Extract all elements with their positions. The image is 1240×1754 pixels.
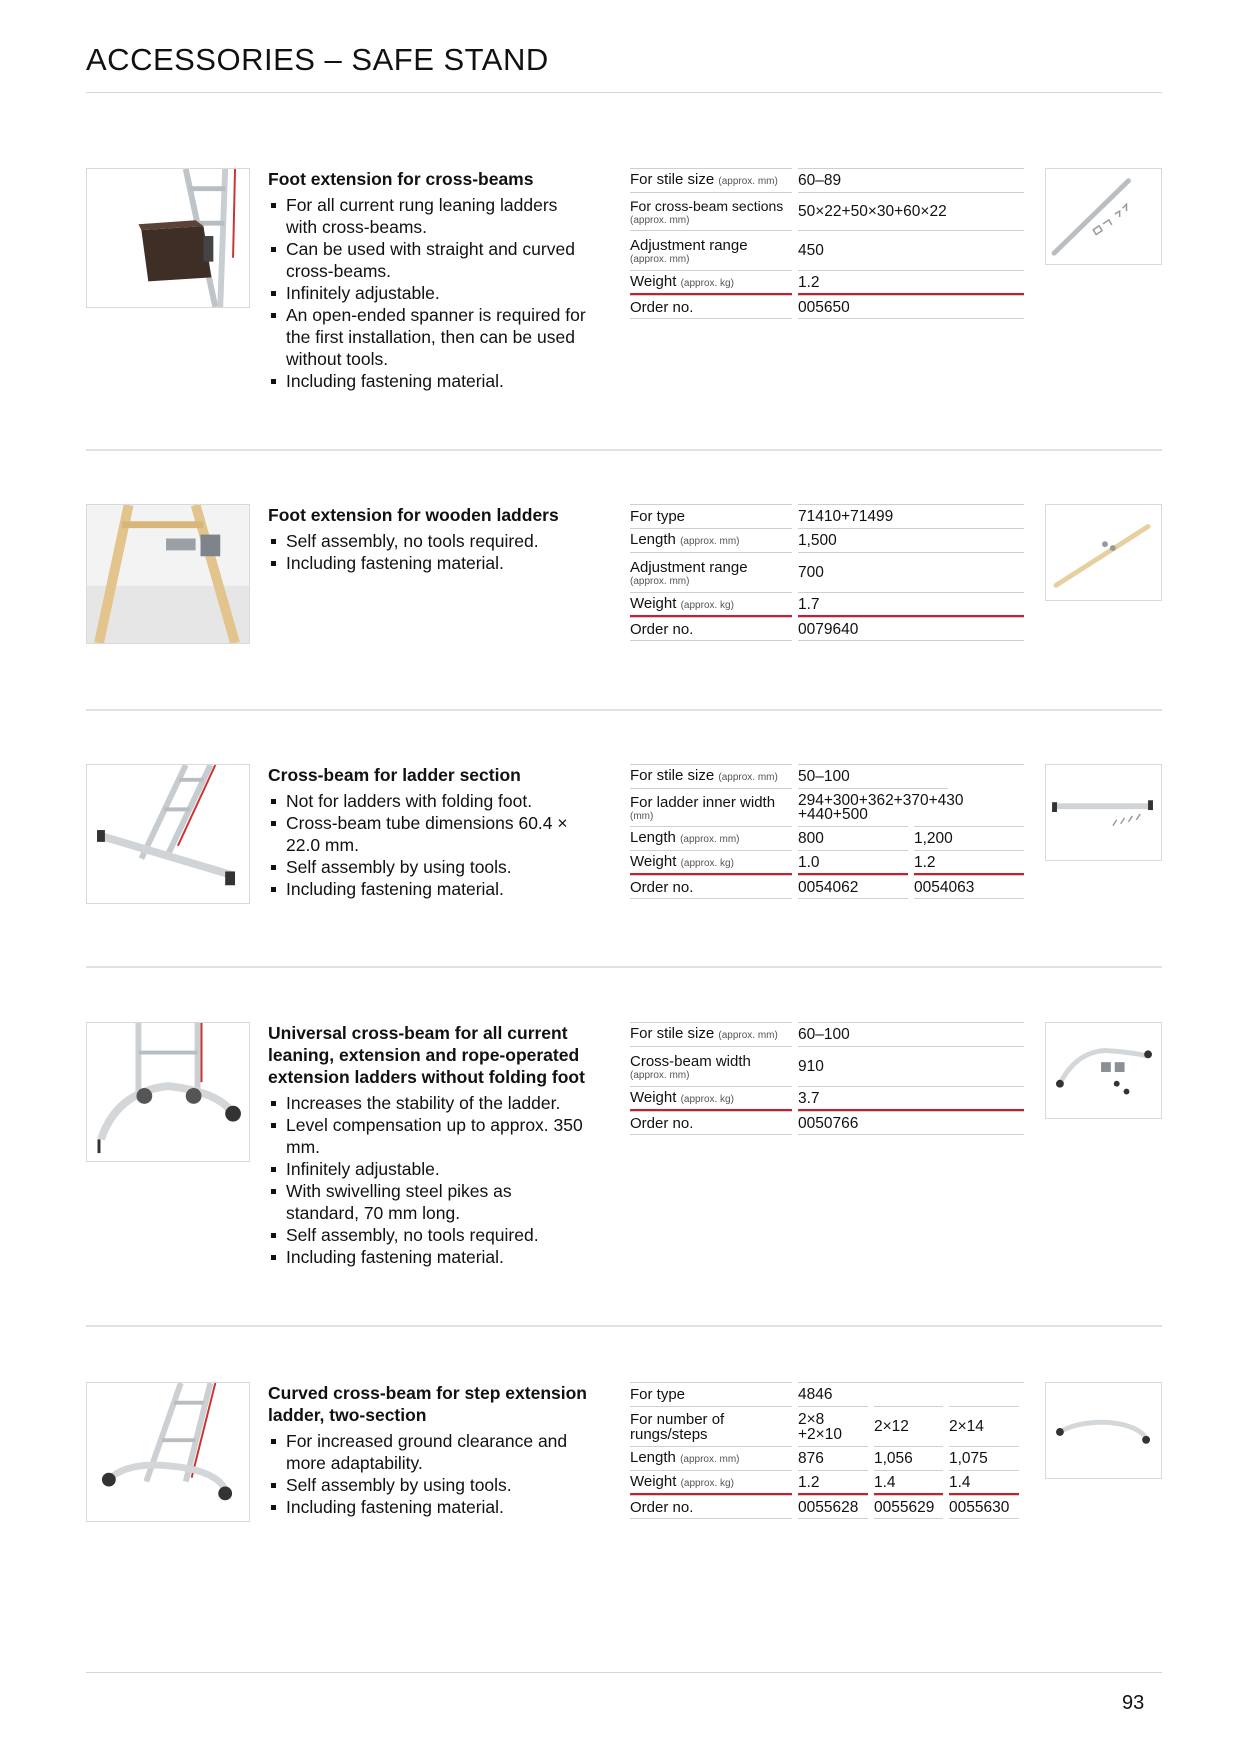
feature-list [268, 194, 588, 392]
product-title: Universal cross-beam for all current leaning, extension and rope-operated extension ladders without folding foot [268, 1023, 585, 1087]
spec-unit: (approx. kg) [680, 857, 734, 869]
list-item: Including fastening material. [268, 878, 588, 900]
order-number: 0054062 [798, 875, 908, 899]
list-item: Including fastening material. [268, 552, 588, 574]
order-number: 0050766 [798, 1111, 1024, 1135]
spec-unit: (approx. mm) [630, 253, 690, 265]
spec-value: 450 [798, 230, 1024, 270]
spec-row-cross-beam-width [630, 1046, 1030, 1086]
spec-table [630, 168, 1030, 319]
list-item: For increased ground clearance and more adaptability. [268, 1430, 588, 1474]
spec-table [630, 1022, 1030, 1135]
product-thumbnail [1045, 504, 1162, 601]
product-thumbnail [1045, 764, 1162, 861]
spec-value: 3.7 [798, 1086, 1024, 1111]
spec-value: 910 [798, 1046, 1024, 1086]
spec-unit: (approx. mm) [680, 1454, 740, 1465]
spec-label: Weight [630, 1472, 677, 1490]
spec-row-stile [630, 168, 1030, 192]
product-thumbnail [1045, 168, 1162, 265]
spec-label: Length [630, 531, 676, 548]
spec-row-weight [630, 592, 1030, 617]
spec-label: Length [630, 1449, 676, 1466]
spec-label: Order no. [630, 1498, 694, 1516]
section-divider [86, 1325, 1162, 1327]
list-item: Increases the stability of the ladder. [268, 1092, 588, 1114]
product-photo-universal-cross-beam [86, 1022, 250, 1162]
spec-value: 1,200 [914, 826, 1024, 850]
title-divider [86, 92, 1162, 93]
product-title: Foot extension for wooden ladders [268, 505, 559, 525]
spec-value: 60–100 [798, 1022, 1024, 1046]
spec-unit: (approx. kg) [680, 1093, 734, 1105]
spec-value: 2×12 [874, 1406, 943, 1446]
list-item: Infinitely adjustable. [268, 282, 588, 304]
feature-list [268, 530, 588, 574]
section-divider [86, 966, 1162, 968]
spec-row-type [630, 504, 1030, 528]
list-item: Self assembly, no tools required. [268, 530, 588, 552]
spec-unit: (approx. kg) [680, 1477, 734, 1489]
page-number: 93 [1122, 1692, 1145, 1714]
spec-row-order [630, 1111, 1030, 1135]
spec-row-weight [630, 1470, 1030, 1495]
product-thumbnail [1045, 1382, 1162, 1479]
product-photo-wooden-ladder [86, 504, 250, 644]
order-number: 0055628 [798, 1495, 868, 1519]
product-photo-ladder-foot-extension [86, 168, 250, 308]
spec-row-weight [630, 850, 1030, 875]
spec-row-order [630, 617, 1030, 641]
list-item: Including fastening material. [268, 1496, 588, 1518]
spec-value: 1.0 [798, 850, 908, 875]
spec-label: Adjustment range [630, 558, 748, 576]
feature-list [268, 790, 588, 900]
spec-label: Order no. [630, 1114, 694, 1132]
spec-row-weight [630, 270, 1030, 295]
spec-value: 1.4 [949, 1470, 1019, 1495]
product-description [268, 168, 588, 392]
feature-list [268, 1430, 588, 1518]
list-item: Self assembly, no tools required. [268, 1224, 588, 1246]
spec-value: 876 [798, 1446, 868, 1470]
spec-table [630, 1382, 1030, 1519]
spec-value: 60–89 [798, 168, 1024, 192]
spec-value: 4846 [798, 1382, 1024, 1406]
spec-value: 800 [798, 826, 908, 850]
list-item: Level compensation up to approx. 350 mm. [268, 1114, 588, 1158]
product-photo-cross-beam [86, 764, 250, 904]
spec-label: For cross-beam sections [630, 197, 784, 214]
list-item: Can be used with straight and curved cross-beams. [268, 238, 588, 282]
spec-row-inner-width [630, 788, 1030, 826]
feature-list [268, 1092, 588, 1268]
spec-label: Cross-beam width [630, 1052, 751, 1070]
spec-row-adjustment [630, 230, 1030, 270]
product-description [268, 1382, 588, 1518]
spec-value: 1,056 [874, 1446, 943, 1470]
spec-label: Weight [630, 594, 677, 612]
spec-unit: (approx. mm) [718, 772, 778, 783]
spec-unit: (approx. mm) [718, 1030, 778, 1041]
product-title: Foot extension for cross-beams [268, 169, 534, 189]
list-item: Not for ladders with folding foot. [268, 790, 588, 812]
list-item: Self assembly by using tools. [268, 1474, 588, 1496]
spec-row-order [630, 875, 1030, 899]
list-item: With swivelling steel pikes as standard, 70 mm long. [268, 1180, 588, 1224]
list-item: Self assembly by using tools. [268, 856, 588, 878]
footer-divider [86, 1672, 1162, 1673]
spec-value: 700 [798, 552, 1024, 592]
product-description [268, 1022, 588, 1268]
product-title: Curved cross-beam for step extension ladder, two-section [268, 1383, 587, 1425]
page-title: ACCESSORIES – SAFE STAND [86, 42, 549, 77]
spec-label: For stile size [630, 767, 715, 784]
spec-table [630, 504, 1030, 641]
spec-label: Order no. [630, 878, 694, 896]
spec-row-order [630, 1495, 1030, 1519]
spec-label: Weight [630, 852, 677, 870]
list-item: Infinitely adjustable. [268, 1158, 588, 1180]
spec-label: Weight [630, 1088, 677, 1106]
order-number: 0055630 [949, 1495, 1019, 1519]
spec-label: For stile size [630, 1025, 715, 1042]
spec-value: 1.7 [798, 592, 1024, 617]
section-divider [86, 449, 1162, 451]
spec-value: 1.2 [798, 270, 1024, 295]
spec-value: 2×8 +2×10 [798, 1406, 868, 1446]
spec-unit: (approx. mm) [630, 1069, 690, 1081]
list-item: Cross-beam tube dimensions 60.4 × 22.0 mm. [268, 812, 588, 856]
list-item: Including fastening material. [268, 1246, 588, 1268]
spec-value: 71410+71499 [798, 504, 1024, 528]
spec-label: Order no. [630, 298, 694, 316]
spec-row-weight [630, 1086, 1030, 1111]
spec-row-length [630, 826, 1030, 850]
spec-unit: (approx. kg) [680, 277, 734, 289]
spec-label: For stile size [630, 171, 715, 188]
spec-row-length [630, 1446, 1030, 1470]
order-number: 0054063 [914, 875, 1024, 899]
spec-value: 294+300+362+370+430 +440+500 [798, 788, 948, 826]
spec-unit: (mm) [630, 810, 654, 822]
spec-label: Adjustment range [630, 236, 748, 254]
section-divider [86, 709, 1162, 711]
spec-value: 50×22+50×30+60×22 [798, 192, 1024, 230]
list-item: For all current rung leaning ladders with cross-beams. [268, 194, 588, 238]
spec-row-sections [630, 192, 1030, 230]
spec-row-order [630, 295, 1030, 319]
product-thumbnail [1045, 1022, 1162, 1119]
spec-row-stile [630, 1022, 1030, 1046]
order-number: 005650 [798, 295, 1024, 319]
spec-value: 50–100 [798, 764, 1024, 788]
spec-row-adjustment [630, 552, 1030, 592]
spec-unit: (approx. kg) [680, 599, 734, 611]
spec-label: For type [630, 508, 686, 525]
list-item: Including fastening material. [268, 370, 588, 392]
spec-label: Order no. [630, 620, 694, 638]
spec-row-type [630, 1382, 1030, 1406]
product-title: Cross-beam for ladder section [268, 765, 521, 785]
spec-unit: (approx. mm) [680, 536, 740, 547]
spec-label: For type [630, 1386, 686, 1403]
spec-value: 1,075 [949, 1446, 1019, 1470]
product-photo-curved-cross-beam [86, 1382, 250, 1522]
spec-label: For ladder inner width [630, 793, 776, 811]
spec-value: 1.2 [914, 850, 1024, 875]
spec-value: 1.2 [798, 1470, 868, 1495]
spec-value: 2×14 [949, 1406, 1019, 1446]
spec-value: 1,500 [798, 528, 1024, 552]
spec-row-length [630, 528, 1030, 552]
spec-row-stile [630, 764, 1030, 788]
spec-label: Length [630, 829, 676, 846]
order-number: 0055629 [874, 1495, 943, 1519]
spec-table [630, 764, 1030, 899]
spec-row-rungs [630, 1406, 1030, 1446]
spec-unit: (approx. mm) [630, 214, 690, 226]
spec-value: 1.4 [874, 1470, 943, 1495]
product-description [268, 504, 588, 574]
spec-unit: (approx. mm) [718, 176, 778, 187]
spec-unit: (approx. mm) [630, 575, 690, 587]
list-item: An open-ended spanner is required for the first installation, then can be used without tools. [268, 304, 588, 370]
spec-label: For number of rungs/steps [630, 1410, 725, 1443]
order-number: 0079640 [798, 617, 1024, 641]
spec-label: Weight [630, 272, 677, 290]
spec-unit: (approx. mm) [680, 834, 740, 845]
product-description [268, 764, 588, 900]
